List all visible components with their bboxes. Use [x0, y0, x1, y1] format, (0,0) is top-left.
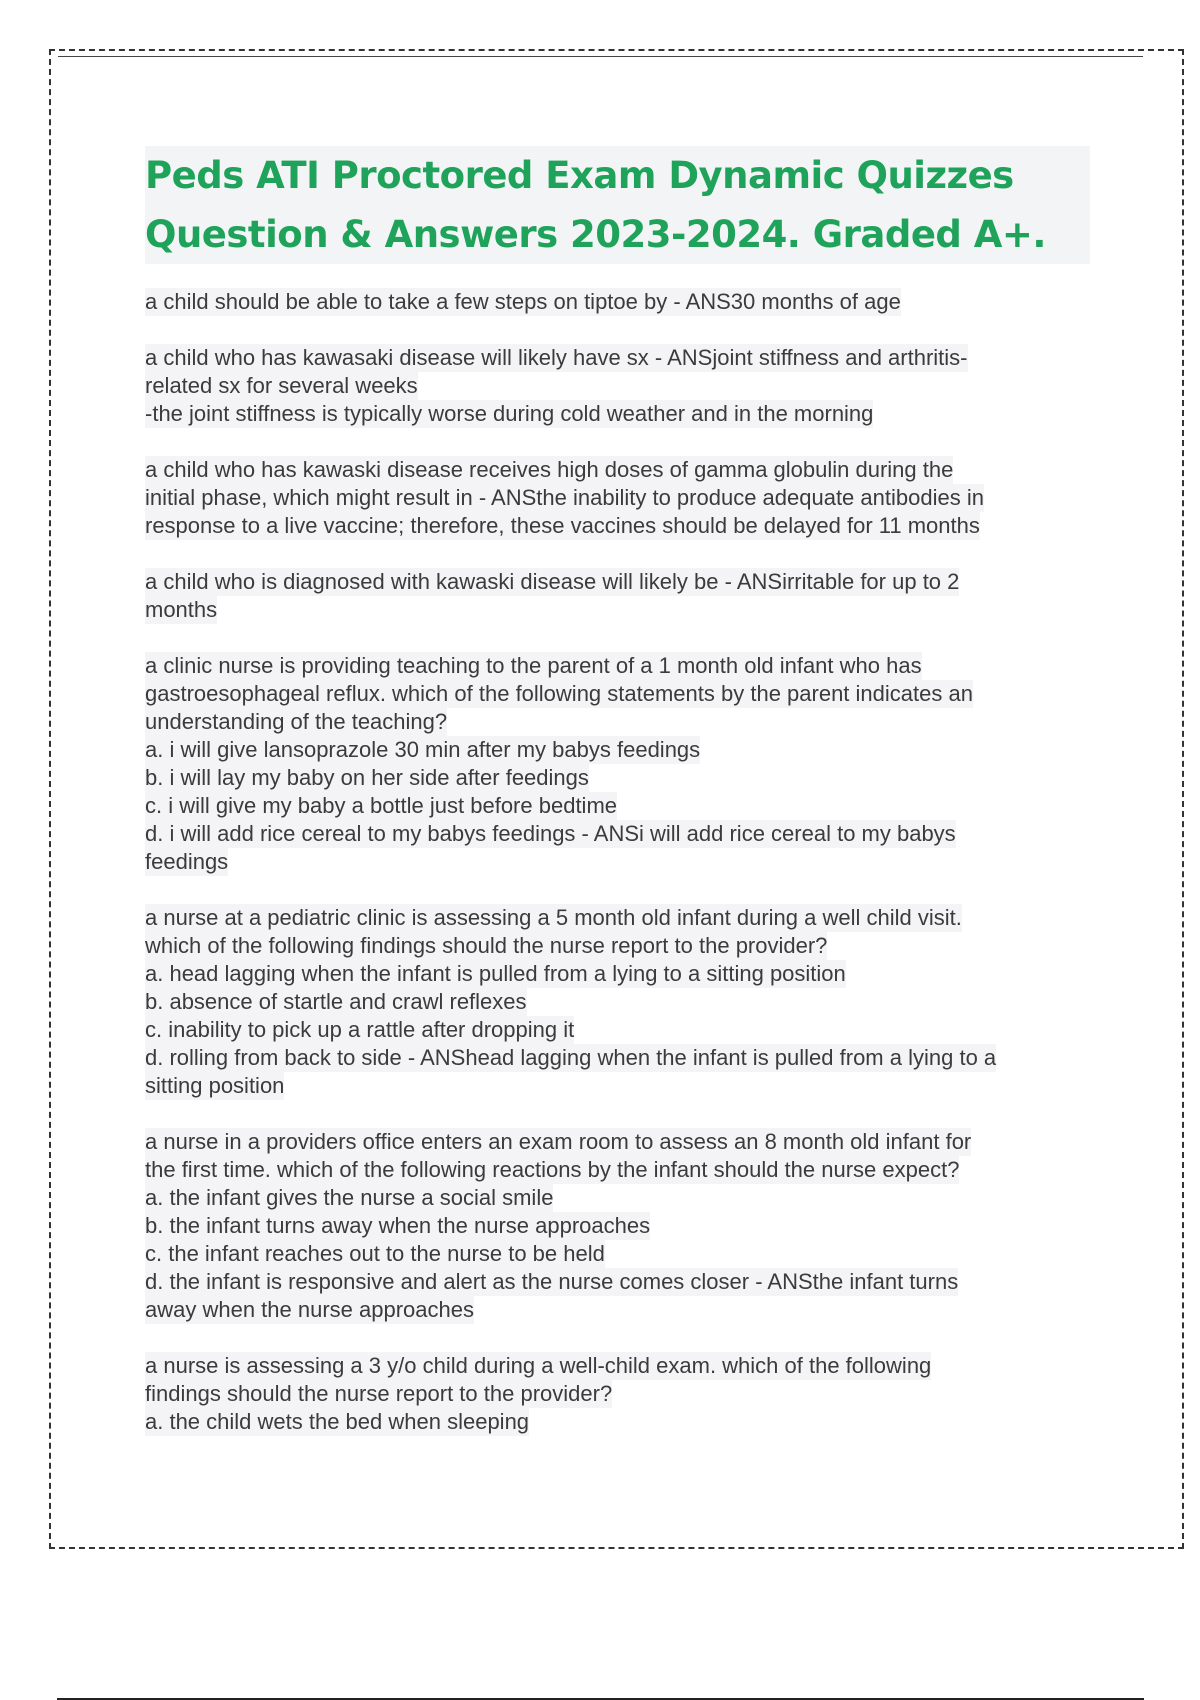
qa-text-line: related sx for several weeks [145, 373, 418, 398]
qa-text-line: away when the nurse approaches [145, 1297, 474, 1322]
qa-text-line: a child who has kawasaki disease will likely have sx - ANSjoint stiffness and arthritis- [145, 345, 968, 370]
qa-text-line: response to a live vaccine; therefore, these vaccines should be delayed for 11 months [145, 513, 980, 538]
qa-text-line: c. the infant reaches out to the nurse to be held [145, 1241, 605, 1266]
qa-text-line: understanding of the teaching? [145, 709, 448, 734]
title-line-2: Question & Answers 2023-2024. Graded A+. [145, 213, 1046, 256]
title-line-1: Peds ATI Proctored Exam Dynamic Quizzes [145, 154, 1014, 197]
qa-item [145, 904, 1090, 1100]
qa-text-line: findings should the nurse report to the provider? [145, 1381, 613, 1406]
qa-text-line: b. i will lay my baby on her side after feedings [145, 765, 589, 790]
qa-text-line: d. the infant is responsive and alert as the nurse comes closer - ANSthe infant turns [145, 1269, 959, 1294]
qa-text-line: the first time. which of the following reactions by the infant should the nurse expect? [145, 1157, 960, 1182]
qa-text-line: c. inability to pick up a rattle after dropping it [145, 1017, 575, 1042]
qa-text-line: feedings [145, 849, 229, 874]
qa-text-line: a child who has kawaski disease receives high doses of gamma globulin during the [145, 457, 954, 482]
qa-item [145, 652, 1090, 876]
qa-text-line: d. i will add rice cereal to my babys feedings - ANSi will add rice cereal to my babys [145, 821, 956, 846]
qa-text-line: d. rolling from back to side - ANShead lagging when the infant is pulled from a lying to a [145, 1045, 997, 1070]
qa-text-line: a nurse in a providers office enters an exam room to assess an 8 month old infant for [145, 1129, 972, 1154]
qa-text-line: a. the infant gives the nurse a social smile [145, 1185, 554, 1210]
qa-text-line: months [145, 597, 218, 622]
qa-text-line: a child who is diagnosed with kawaski disease will likely be - ANSirritable for up to 2 [145, 569, 960, 594]
qa-item [145, 456, 1090, 540]
qa-text-line: sitting position [145, 1073, 285, 1098]
qa-item [145, 288, 1090, 316]
qa-text-line: gastroesophageal reflux. which of the following statements by the parent indicates an [145, 681, 973, 706]
qa-text-line: a. head lagging when the infant is pulled from a lying to a sitting position [145, 961, 846, 986]
qa-text-line: a nurse is assessing a 3 y/o child during a well-child exam. which of the following [145, 1353, 932, 1378]
qa-text-line: which of the following findings should the nurse report to the provider? [145, 933, 828, 958]
qa-text-line: initial phase, which might result in - ANSthe inability to produce adequate antibodies in [145, 485, 984, 510]
qa-text-line: a child should be able to take a few steps on tiptoe by - ANS30 months of age [145, 289, 901, 314]
qa-list [145, 288, 1090, 1436]
qa-item [145, 344, 1090, 428]
qa-text-line: a. the child wets the bed when sleeping [145, 1409, 530, 1434]
qa-text-line: c. i will give my baby a bottle just before bedtime [145, 793, 618, 818]
document-title [145, 146, 1090, 264]
qa-item [145, 568, 1090, 624]
qa-text-line: b. absence of startle and crawl reflexes [145, 989, 527, 1014]
qa-text-line: -the joint stiffness is typically worse during cold weather and in the morning [145, 401, 874, 426]
top-rule [58, 56, 1143, 57]
qa-text-line: b. the infant turns away when the nurse approaches [145, 1213, 651, 1238]
qa-text-line: a. i will give lansoprazole 30 min after my babys feedings [145, 737, 701, 762]
qa-item [145, 1352, 1090, 1436]
qa-item [145, 1128, 1090, 1324]
document-body [145, 146, 1090, 1464]
qa-text-line: a clinic nurse is providing teaching to the parent of a 1 month old infant who has [145, 653, 922, 678]
title-block [145, 146, 1090, 264]
qa-text-line: a nurse at a pediatric clinic is assessing a 5 month old infant during a well child visit. [145, 905, 962, 930]
